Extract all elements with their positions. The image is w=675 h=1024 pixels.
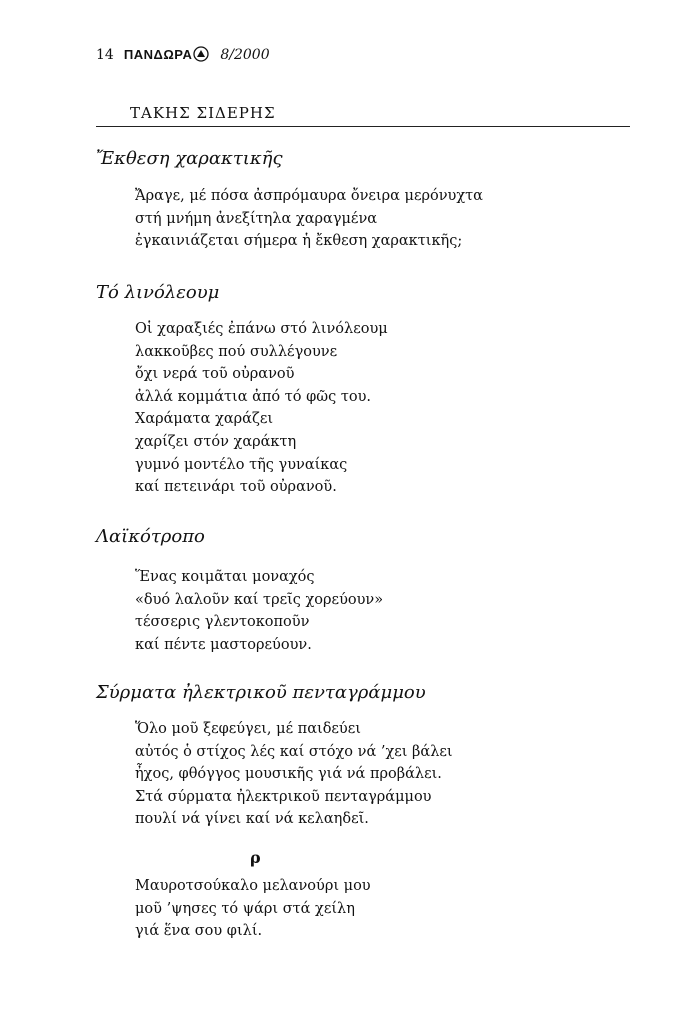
verse-line: Ἕνας κοιμᾶται μοναχός (135, 569, 315, 585)
verse-line: ὄχι νερά τοῦ οὐρανοῦ (135, 366, 295, 383)
verse-line: αὐτός ὁ στίχος λές καί στόχο νά ’χει βάλει (135, 743, 453, 760)
poem-title: Σύρματα ἠλεκτρικοῦ πενταγράμμου (96, 682, 426, 703)
stanza-divider: ρ (250, 848, 261, 867)
verse-line: τέσσερις γλεντοκοποῦν (135, 614, 310, 631)
verse-line: χαρίζει στόν χαράκτη (135, 433, 297, 450)
verse-line: Ἄραγε, μέ πόσα ἀσπρόμαυρα ὄνειρα μερόνυχτα (135, 188, 483, 204)
omega-emblem-icon (193, 46, 209, 62)
verse-line: Οἱ χαραξιές ἐπάνω στό λινόλεουμ (135, 321, 388, 337)
header-rule (96, 126, 630, 127)
poem-stanza (135, 566, 383, 656)
verse-line: καί πετεινάρι τοῦ οὐρανοῦ. (135, 479, 337, 496)
verse-line: Χαράματα χαράζει (135, 411, 274, 428)
page-number: 14 (96, 46, 114, 63)
verse-line: Μαυροτσούκαλο μελανούρι μου (135, 878, 371, 894)
running-header (96, 46, 270, 63)
verse-line: ἦχος, φθόγγος μουσικῆς γιά νά προβάλει. (135, 766, 442, 783)
verse-line: καί πέντε μαστορεύουν. (135, 636, 312, 653)
verse-line: Στά σύρματα ἠλεκτρικοῦ πενταγράμμου (135, 788, 432, 805)
verse-line: γυμνό μοντέλο τῆς γυναίκας (135, 456, 348, 473)
issue-label: 8/2000 (220, 46, 270, 63)
poem-stanza (135, 875, 371, 943)
poem-stanza (135, 718, 453, 831)
verse-line: ἐγκαινιάζεται σήμερα ἡ ἔκθεση χαρακτικῆς; (135, 233, 463, 250)
author-name: ΤΑΚΗΣ ΣΙΔΕΡΗΣ (130, 104, 276, 122)
poem-title: Λαϊκότροπο (96, 526, 205, 547)
journal-logo (124, 46, 211, 62)
verse-line: γιά ἕνα σου φιλί. (135, 923, 263, 940)
verse-line: ἀλλά κομμάτια ἀπό τό φῶς του. (135, 388, 372, 405)
verse-line: πουλί νά γίνει καί νά κελαηδεῖ. (135, 811, 369, 828)
poem-title: Τό λινόλεουμ (96, 282, 220, 303)
journal-name: ΠΑΝΔΩΡΑ (123, 46, 193, 62)
poem-stanza (135, 318, 388, 499)
verse-line: μοῦ ’ψησες τό ψάρι στά χείλη (135, 900, 355, 917)
verse-line: Ὅλο μοῦ ξεφεύγει, μέ παιδεύει (135, 721, 361, 737)
verse-line: «δυό λαλοῦν καί τρεῖς χορεύουν» (135, 591, 384, 608)
verse-line: λακκοῦβες πού συλλέγουνε (135, 343, 338, 360)
verse-line: στή μνήμη ἀνεξίτηλα χαραγμένα (135, 210, 378, 227)
poem-stanza (135, 185, 483, 253)
poem-title: Ἔκθεση χαρακτικῆς (96, 148, 283, 169)
